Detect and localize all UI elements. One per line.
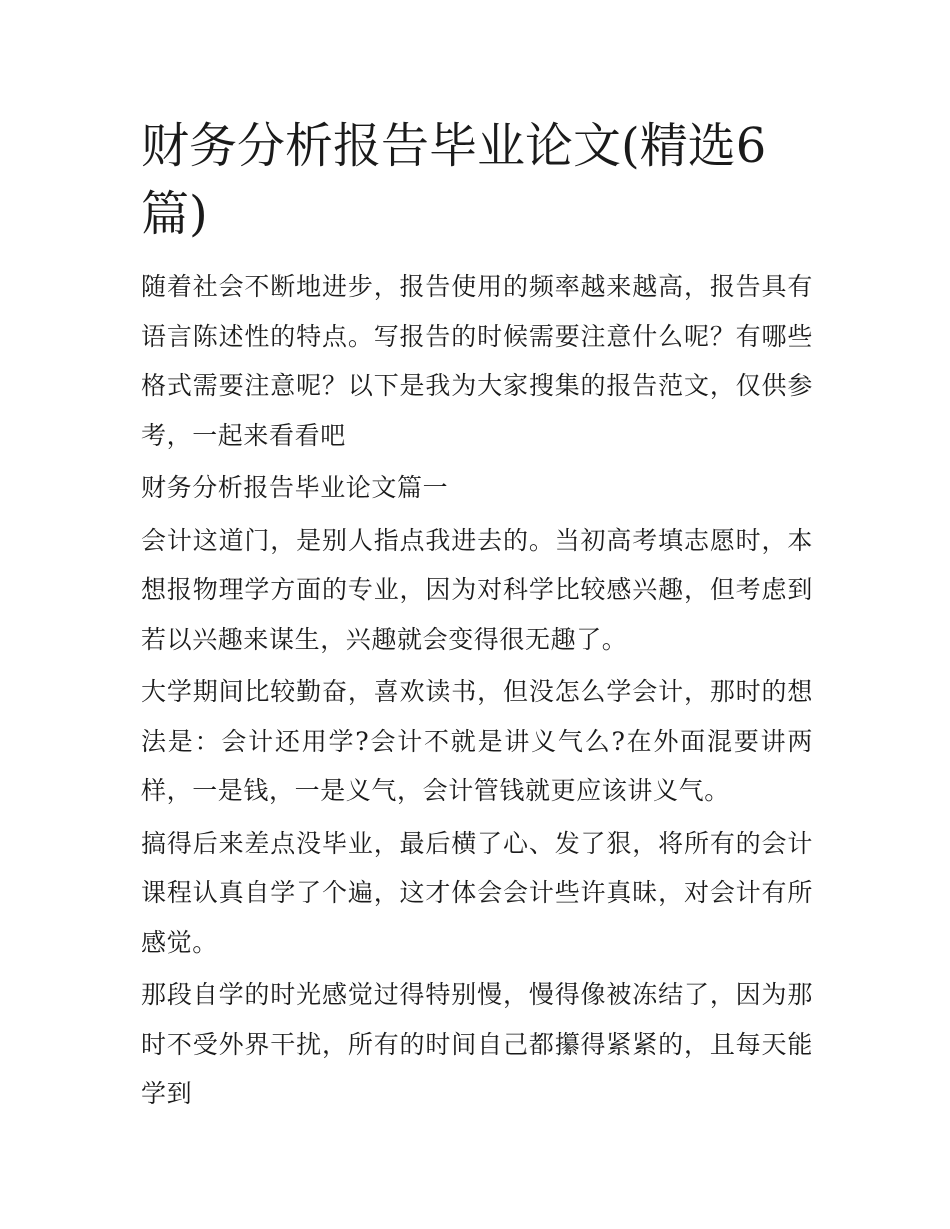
section-heading: 财务分析报告毕业论文篇一 xyxy=(141,473,449,502)
body-paragraph: 搞得后来差点没毕业，最后横了心、发了狠，将所有的会计课程认真自学了个遍，这才体会会计些许真昧，对会计有所感觉。 xyxy=(141,828,813,957)
body-paragraph: 大学期间比较勤奋，喜欢读书，但没怎么学会计，那时的想法是：会计还用学?会计不就是讲义气么?在外面混要讲两样，一是钱，一是义气，会计管钱就更应该讲义气。 xyxy=(141,677,813,805)
intro-paragraph: 随着社会不断地进步，报告使用的频率越来越高，报告具有语言陈述性的特点。写报告的时候需要注意什么呢？有哪些格式需要注意呢？以下是我为大家搜集的报告范文，仅供参考，一起来看看吧 xyxy=(141,272,813,450)
body-paragraph: 那段自学的时光感觉过得特别慢，慢得像被冻结了，因为那时不受外界干扰，所有的时间自己都攥得紧紧的，且每天能学到 xyxy=(141,980,813,1108)
document-title: 财务分析报告毕业论文(精选6篇) xyxy=(141,118,767,242)
document-body xyxy=(141,112,813,1119)
body-paragraph: 会计这道门，是别人指点我进去的。当初高考填志愿时，本想报物理学方面的专业，因为对科学比较感兴趣，但考虑到若以兴趣来谋生，兴趣就会变得很无趣了。 xyxy=(141,525,813,654)
